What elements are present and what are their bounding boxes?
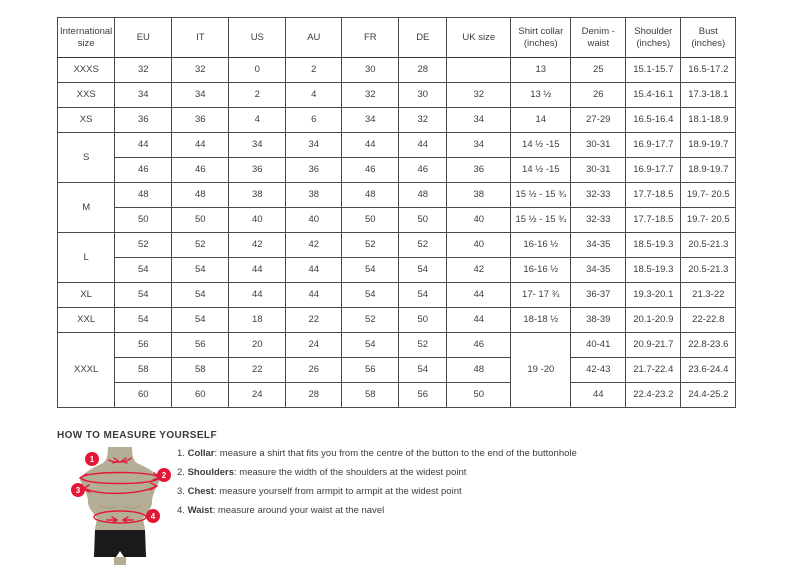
table-cell: 54 (399, 258, 447, 283)
table-cell: 54 (172, 308, 229, 333)
table-cell: 2 (229, 83, 286, 108)
step-term: Shoulders (187, 467, 235, 478)
table-cell: 36 (115, 108, 172, 133)
table-cell: 16.9-17.7 (626, 133, 681, 158)
size-cell: XXXL (58, 333, 115, 408)
col-header-eu: EU (115, 18, 172, 58)
table-cell: 26 (571, 83, 626, 108)
size-cell: XL (58, 283, 115, 308)
step-term: Chest (187, 486, 214, 497)
table-cell: 48 (342, 183, 399, 208)
size-cell: M (58, 183, 115, 233)
table-cell: 54 (399, 358, 447, 383)
table-cell: 14 ½ -15 (511, 158, 571, 183)
table-cell: 34 (342, 108, 399, 133)
table-cell: 20 (229, 333, 286, 358)
table-cell: 16.9-17.7 (626, 158, 681, 183)
table-cell: 48 (172, 183, 229, 208)
table-row (58, 258, 736, 283)
table-cell: 54 (115, 308, 172, 333)
table-cell: 52 (399, 233, 447, 258)
step-text: : measure a shirt that fits you from the centre of the button to the end of the buttonhole (214, 448, 577, 459)
table-cell: 44 (571, 383, 626, 408)
table-cell: 2 (286, 58, 342, 83)
table-cell: 0 (229, 58, 286, 83)
marker-1-label: 1 (89, 455, 95, 464)
size-cell: XS (58, 108, 115, 133)
table-cell: 21.7-22.4 (626, 358, 681, 383)
table-cell: 18.5-19.3 (626, 258, 681, 283)
table-cell: 15 ½ - 15 ¾ (511, 183, 571, 208)
step-term: Waist (187, 505, 213, 516)
table-cell: 44 (115, 133, 172, 158)
table-cell: 4 (286, 83, 342, 108)
table-cell: 60 (172, 383, 229, 408)
size-cell: S (58, 133, 115, 183)
table-cell: 17.7-18.5 (626, 183, 681, 208)
table-cell: 21.3-22 (681, 283, 736, 308)
table-cell: 4 (229, 108, 286, 133)
table-cell: 48 (399, 183, 447, 208)
table-cell: 32 (399, 108, 447, 133)
table-cell: 36 (447, 158, 511, 183)
size-cell: L (58, 233, 115, 283)
table-cell: 20.1-20.9 (626, 308, 681, 333)
table-cell: 32 (447, 83, 511, 108)
table-cell: 28 (286, 383, 342, 408)
table-cell: 36-37 (571, 283, 626, 308)
table-cell: 24 (286, 333, 342, 358)
table-row (58, 58, 736, 83)
table-cell: 19.3-20.1 (626, 283, 681, 308)
table-row (58, 233, 736, 258)
table-cell: 18.1-18.9 (681, 108, 736, 133)
table-cell: 18 (229, 308, 286, 333)
table-cell: 46 (447, 333, 511, 358)
how-to-measure-title: HOW TO MEASURE YOURSELF (57, 430, 217, 441)
table-row (58, 108, 736, 133)
table-cell: 18.9-19.7 (681, 133, 736, 158)
step-text: : measure yourself from armpit to armpit at the widest point (213, 486, 462, 497)
table-row (58, 183, 736, 208)
step-text: : measure the width of the shoulders at the widest point (234, 467, 467, 478)
size-cell: XXXS (58, 58, 115, 83)
table-cell: 15.4-16.1 (626, 83, 681, 108)
table-cell: 27-29 (571, 108, 626, 133)
table-cell: 16-16 ½ (511, 233, 571, 258)
step-number: 4. (177, 505, 185, 516)
col-header-fr: FR (342, 18, 399, 58)
table-cell: 46 (172, 158, 229, 183)
table-cell: 38 (286, 183, 342, 208)
table-cell: 20.5-21.3 (681, 258, 736, 283)
table-row (58, 308, 736, 333)
table-cell: 24 (229, 383, 286, 408)
table-cell: 54 (342, 283, 399, 308)
table-cell: 15.1-15.7 (626, 58, 681, 83)
table-cell: 26 (286, 358, 342, 383)
table-cell: 42-43 (571, 358, 626, 383)
table-cell: 36 (286, 158, 342, 183)
step-number: 3. (177, 486, 185, 497)
table-cell: 18-18 ½ (511, 308, 571, 333)
table-cell: 16.5-16.4 (626, 108, 681, 133)
table-cell: 34-35 (571, 233, 626, 258)
table-cell: 52 (342, 233, 399, 258)
step-number: 2. (177, 467, 185, 478)
table-cell: 44 (447, 283, 511, 308)
measure-step-shoulders (177, 463, 577, 482)
table-cell: 58 (342, 383, 399, 408)
table-cell: 60 (115, 383, 172, 408)
table-cell: 52 (342, 308, 399, 333)
table-cell: 22.8-23.6 (681, 333, 736, 358)
table-cell: 34 (447, 108, 511, 133)
table-cell: 56 (399, 383, 447, 408)
table-cell: 34 (115, 83, 172, 108)
table-cell: 16.5-17.2 (681, 58, 736, 83)
table-cell: 52 (172, 233, 229, 258)
table-cell: 17.7-18.5 (626, 208, 681, 233)
table-cell: 42 (286, 233, 342, 258)
table-cell: 48 (115, 183, 172, 208)
table-cell: 58 (115, 358, 172, 383)
table-row (58, 283, 736, 308)
table-cell: 22.4-23.2 (626, 383, 681, 408)
table-cell: 20.5-21.3 (681, 233, 736, 258)
table-cell: 30 (342, 58, 399, 83)
measure-step-chest (177, 482, 577, 501)
table-cell: 17- 17 ¾ (511, 283, 571, 308)
table-cell: 52 (399, 333, 447, 358)
table-cell: 34 (172, 83, 229, 108)
table-cell: 50 (172, 208, 229, 233)
col-header-au: AU (286, 18, 342, 58)
table-cell: 54 (172, 258, 229, 283)
table-cell: 42 (229, 233, 286, 258)
table-cell: 54 (342, 258, 399, 283)
step-term: Collar (187, 448, 215, 459)
table-cell: 32-33 (571, 208, 626, 233)
table-cell: 52 (115, 233, 172, 258)
table-cell: 40 (447, 233, 511, 258)
stand-tab (114, 557, 126, 565)
table-cell: 56 (115, 333, 172, 358)
table-cell: 50 (399, 208, 447, 233)
measure-step-waist (177, 501, 577, 520)
table-cell: 46 (342, 158, 399, 183)
table-cell: 44 (286, 258, 342, 283)
table-cell: 44 (229, 258, 286, 283)
table-row (58, 383, 736, 408)
table-cell: 17.3-18.1 (681, 83, 736, 108)
table-cell: 54 (399, 283, 447, 308)
table-cell: 58 (172, 358, 229, 383)
table-row (58, 133, 736, 158)
table-cell: 24.4-25.2 (681, 383, 736, 408)
table-cell: 22-22.8 (681, 308, 736, 333)
marker-4-label: 4 (150, 512, 156, 521)
table-cell: 54 (172, 283, 229, 308)
table-cell: 20.9-21.7 (626, 333, 681, 358)
table-cell: 54 (115, 258, 172, 283)
table-cell: 46 (115, 158, 172, 183)
measure-step-collar (177, 444, 577, 463)
table-cell: 50 (115, 208, 172, 233)
table-cell: 14 ½ -15 (511, 133, 571, 158)
col-header-us: US (229, 18, 286, 58)
col-header-it: IT (172, 18, 229, 58)
table-cell: 34-35 (571, 258, 626, 283)
col-header-shirt-collar: Shirt collar (inches) (511, 18, 571, 58)
col-header-shoulder: Shoulder (inches) (626, 18, 681, 58)
table-cell: 50 (447, 383, 511, 408)
size-cell: XXL (58, 308, 115, 333)
table-cell: 13 ½ (511, 83, 571, 108)
col-header-bust: Bust (inches) (681, 18, 736, 58)
col-header-denim-waist: Denim - waist (571, 18, 626, 58)
table-cell: 54 (342, 333, 399, 358)
table-cell: 50 (342, 208, 399, 233)
table-row (58, 83, 736, 108)
table-cell: 30-31 (571, 133, 626, 158)
table-cell: 34 (286, 133, 342, 158)
table-cell: 44 (447, 308, 511, 333)
col-header-uk: UK size (447, 18, 511, 58)
table-cell: 40 (229, 208, 286, 233)
table-cell: 38 (229, 183, 286, 208)
table-cell: 38-39 (571, 308, 626, 333)
size-cell: XXS (58, 83, 115, 108)
table-cell: 32 (172, 58, 229, 83)
table-cell: 54 (115, 283, 172, 308)
table-cell: 44 (229, 283, 286, 308)
step-number: 1. (177, 448, 185, 459)
shorts-shape (94, 530, 146, 557)
table-cell: 36 (229, 158, 286, 183)
table-cell: 30-31 (571, 158, 626, 183)
table-cell: 44 (172, 133, 229, 158)
table-cell: 44 (399, 133, 447, 158)
marker-2-label: 2 (161, 471, 167, 480)
table-cell: 42 (447, 258, 511, 283)
table-cell: 44 (286, 283, 342, 308)
table-cell: 40 (286, 208, 342, 233)
table-cell: 50 (399, 308, 447, 333)
table-cell (447, 58, 511, 83)
table-cell: 19.7- 20.5 (681, 183, 736, 208)
table-cell: 32 (342, 83, 399, 108)
table-cell: 6 (286, 108, 342, 133)
table-cell: 14 (511, 108, 571, 133)
table-cell: 56 (172, 333, 229, 358)
header-row (58, 18, 736, 58)
table-cell: 15 ½ - 15 ¾ (511, 208, 571, 233)
marker-3-label: 3 (75, 486, 81, 495)
table-cell: 19 -20 (511, 333, 571, 408)
table-cell: 48 (447, 358, 511, 383)
table-cell: 46 (399, 158, 447, 183)
table-cell: 34 (229, 133, 286, 158)
table-row (58, 358, 736, 383)
table-cell: 30 (399, 83, 447, 108)
table-cell: 19.7- 20.5 (681, 208, 736, 233)
table-cell: 23.6-24.4 (681, 358, 736, 383)
table-cell: 18.5-19.3 (626, 233, 681, 258)
step-text: : measure around your waist at the navel (212, 505, 385, 516)
table-cell: 13 (511, 58, 571, 83)
table-cell: 16-16 ½ (511, 258, 571, 283)
table-cell: 38 (447, 183, 511, 208)
table-cell: 40-41 (571, 333, 626, 358)
table-cell: 40 (447, 208, 511, 233)
table-cell: 28 (399, 58, 447, 83)
table-cell: 34 (447, 133, 511, 158)
measure-steps-list (177, 444, 577, 520)
table-cell: 32-33 (571, 183, 626, 208)
table-cell: 36 (172, 108, 229, 133)
col-header-international: International size (58, 18, 115, 58)
table-row (58, 158, 736, 183)
table-row (58, 208, 736, 233)
table-cell: 25 (571, 58, 626, 83)
table-cell: 18.9-19.7 (681, 158, 736, 183)
table-cell: 22 (286, 308, 342, 333)
table-cell: 56 (342, 358, 399, 383)
col-header-de: DE (399, 18, 447, 58)
table-cell: 32 (115, 58, 172, 83)
table-cell: 22 (229, 358, 286, 383)
mannequin-illustration (62, 447, 177, 565)
table-row (58, 333, 736, 358)
size-chart-table (57, 17, 736, 408)
table-cell: 44 (342, 133, 399, 158)
